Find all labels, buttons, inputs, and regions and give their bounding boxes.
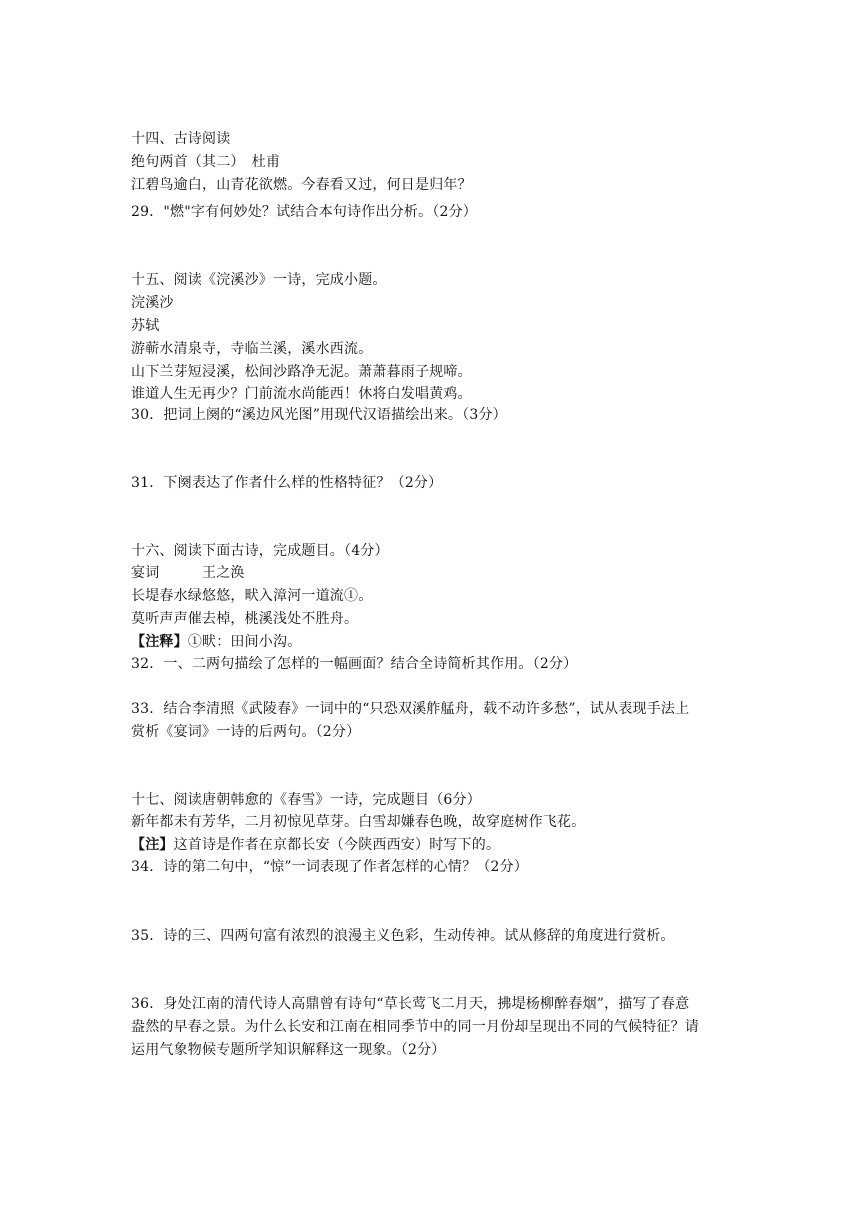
question-34: 34．诗的第二句中，“惊”一词表现了作者怎样的心情？（2分） [131, 859, 529, 875]
section-15-poem-line: 谁道人生无再少？门前流水尚能西！休将白发唱黄鸡。 [131, 386, 472, 402]
section-16-poem-title: 宴词 王之涣 [131, 565, 245, 581]
section-17-header: 十七、阅读唐朝韩愈的《春雪》一诗，完成题目（6分） [131, 792, 481, 808]
section-17-poem-line: 新年都未有芳华，二月初惊见草芽。白雪却嫌春色晚，故穿庭树作飞花。 [131, 814, 586, 830]
question-30: 30．把词上阕的“溪边风光图”用现代汉语描绘出来。（3分） [131, 407, 507, 423]
section-16-note [131, 632, 301, 652]
section-14-header: 十四、古诗阅读 [131, 131, 231, 147]
question-36-continued: 运用气象物候专题所学知识解释这一现象。（2分） [131, 1042, 446, 1058]
section-15-header: 十五、阅读《浣溪沙》一诗，完成小题。 [131, 272, 387, 288]
section-15-author: 苏轼 [131, 318, 160, 334]
question-36-continued: 盎然的早春之景。为什么长安和江南在相同季节中的同一月份却呈现出不同的气候特征？请 [131, 1019, 699, 1035]
section-15-poem-line: 游蕲水清泉寺，寺临兰溪，溪水西流。 [131, 341, 373, 357]
question-36: 36．身处江南的清代诗人高鼎曾有诗句“草长莺飞二月天，拂堤杨柳醉春烟”，描写了春意 [131, 996, 690, 1012]
section-16-header: 十六、阅读下面古诗，完成题目。（4分） [131, 543, 389, 559]
section-16-poem-line: 莫听声声催去棹，桃溪浅处不胜舟。 [131, 611, 359, 627]
question-33: 33．结合李清照《武陵春》一词中的“只恐双溪舴艋舟，载不动许多愁”，试从表现手法上 [131, 701, 690, 717]
section-14-poem-line: 江碧鸟逾白，山青花欲燃。今春看又过，何日是归年？ [131, 177, 472, 193]
section-14-poem-title: 绝句两首（其二） 杜甫 [131, 154, 281, 170]
section-15-poem-line: 山下兰芽短浸溪，松间沙路净无泥。萧萧暮雨子规啼。 [131, 364, 472, 380]
question-31: 31．下阕表达了作者什么样的性格特征？（2分） [131, 475, 443, 491]
note-mark: 【注】 [131, 837, 174, 853]
section-15-poem-title: 浣溪沙 [131, 295, 174, 311]
note-text: ①畎：田间小沟。 [187, 634, 302, 650]
note-mark: 【注释】 [131, 634, 188, 650]
question-35: 35．诗的三、四两句富有浓烈的浪漫主义色彩，生动传神。试从修辞的角度进行赏析。 [131, 928, 675, 944]
question-29: 29．"燃"字有何妙处？试结合本句诗作出分析。（2分） [131, 204, 477, 220]
question-33-continued: 赏析《宴词》一诗的后两句。（2分） [131, 724, 361, 740]
question-32: 32．一、二两句描绘了怎样的一幅画面？结合全诗简析其作用。（2分） [131, 656, 578, 672]
section-17-note [131, 835, 500, 855]
note-text: 这首诗是作者在京都长安（今陕西西安）时写下的。 [173, 837, 501, 853]
section-16-poem-line: 长堤春水绿悠悠，畎入漳河一道流①。 [131, 588, 373, 604]
